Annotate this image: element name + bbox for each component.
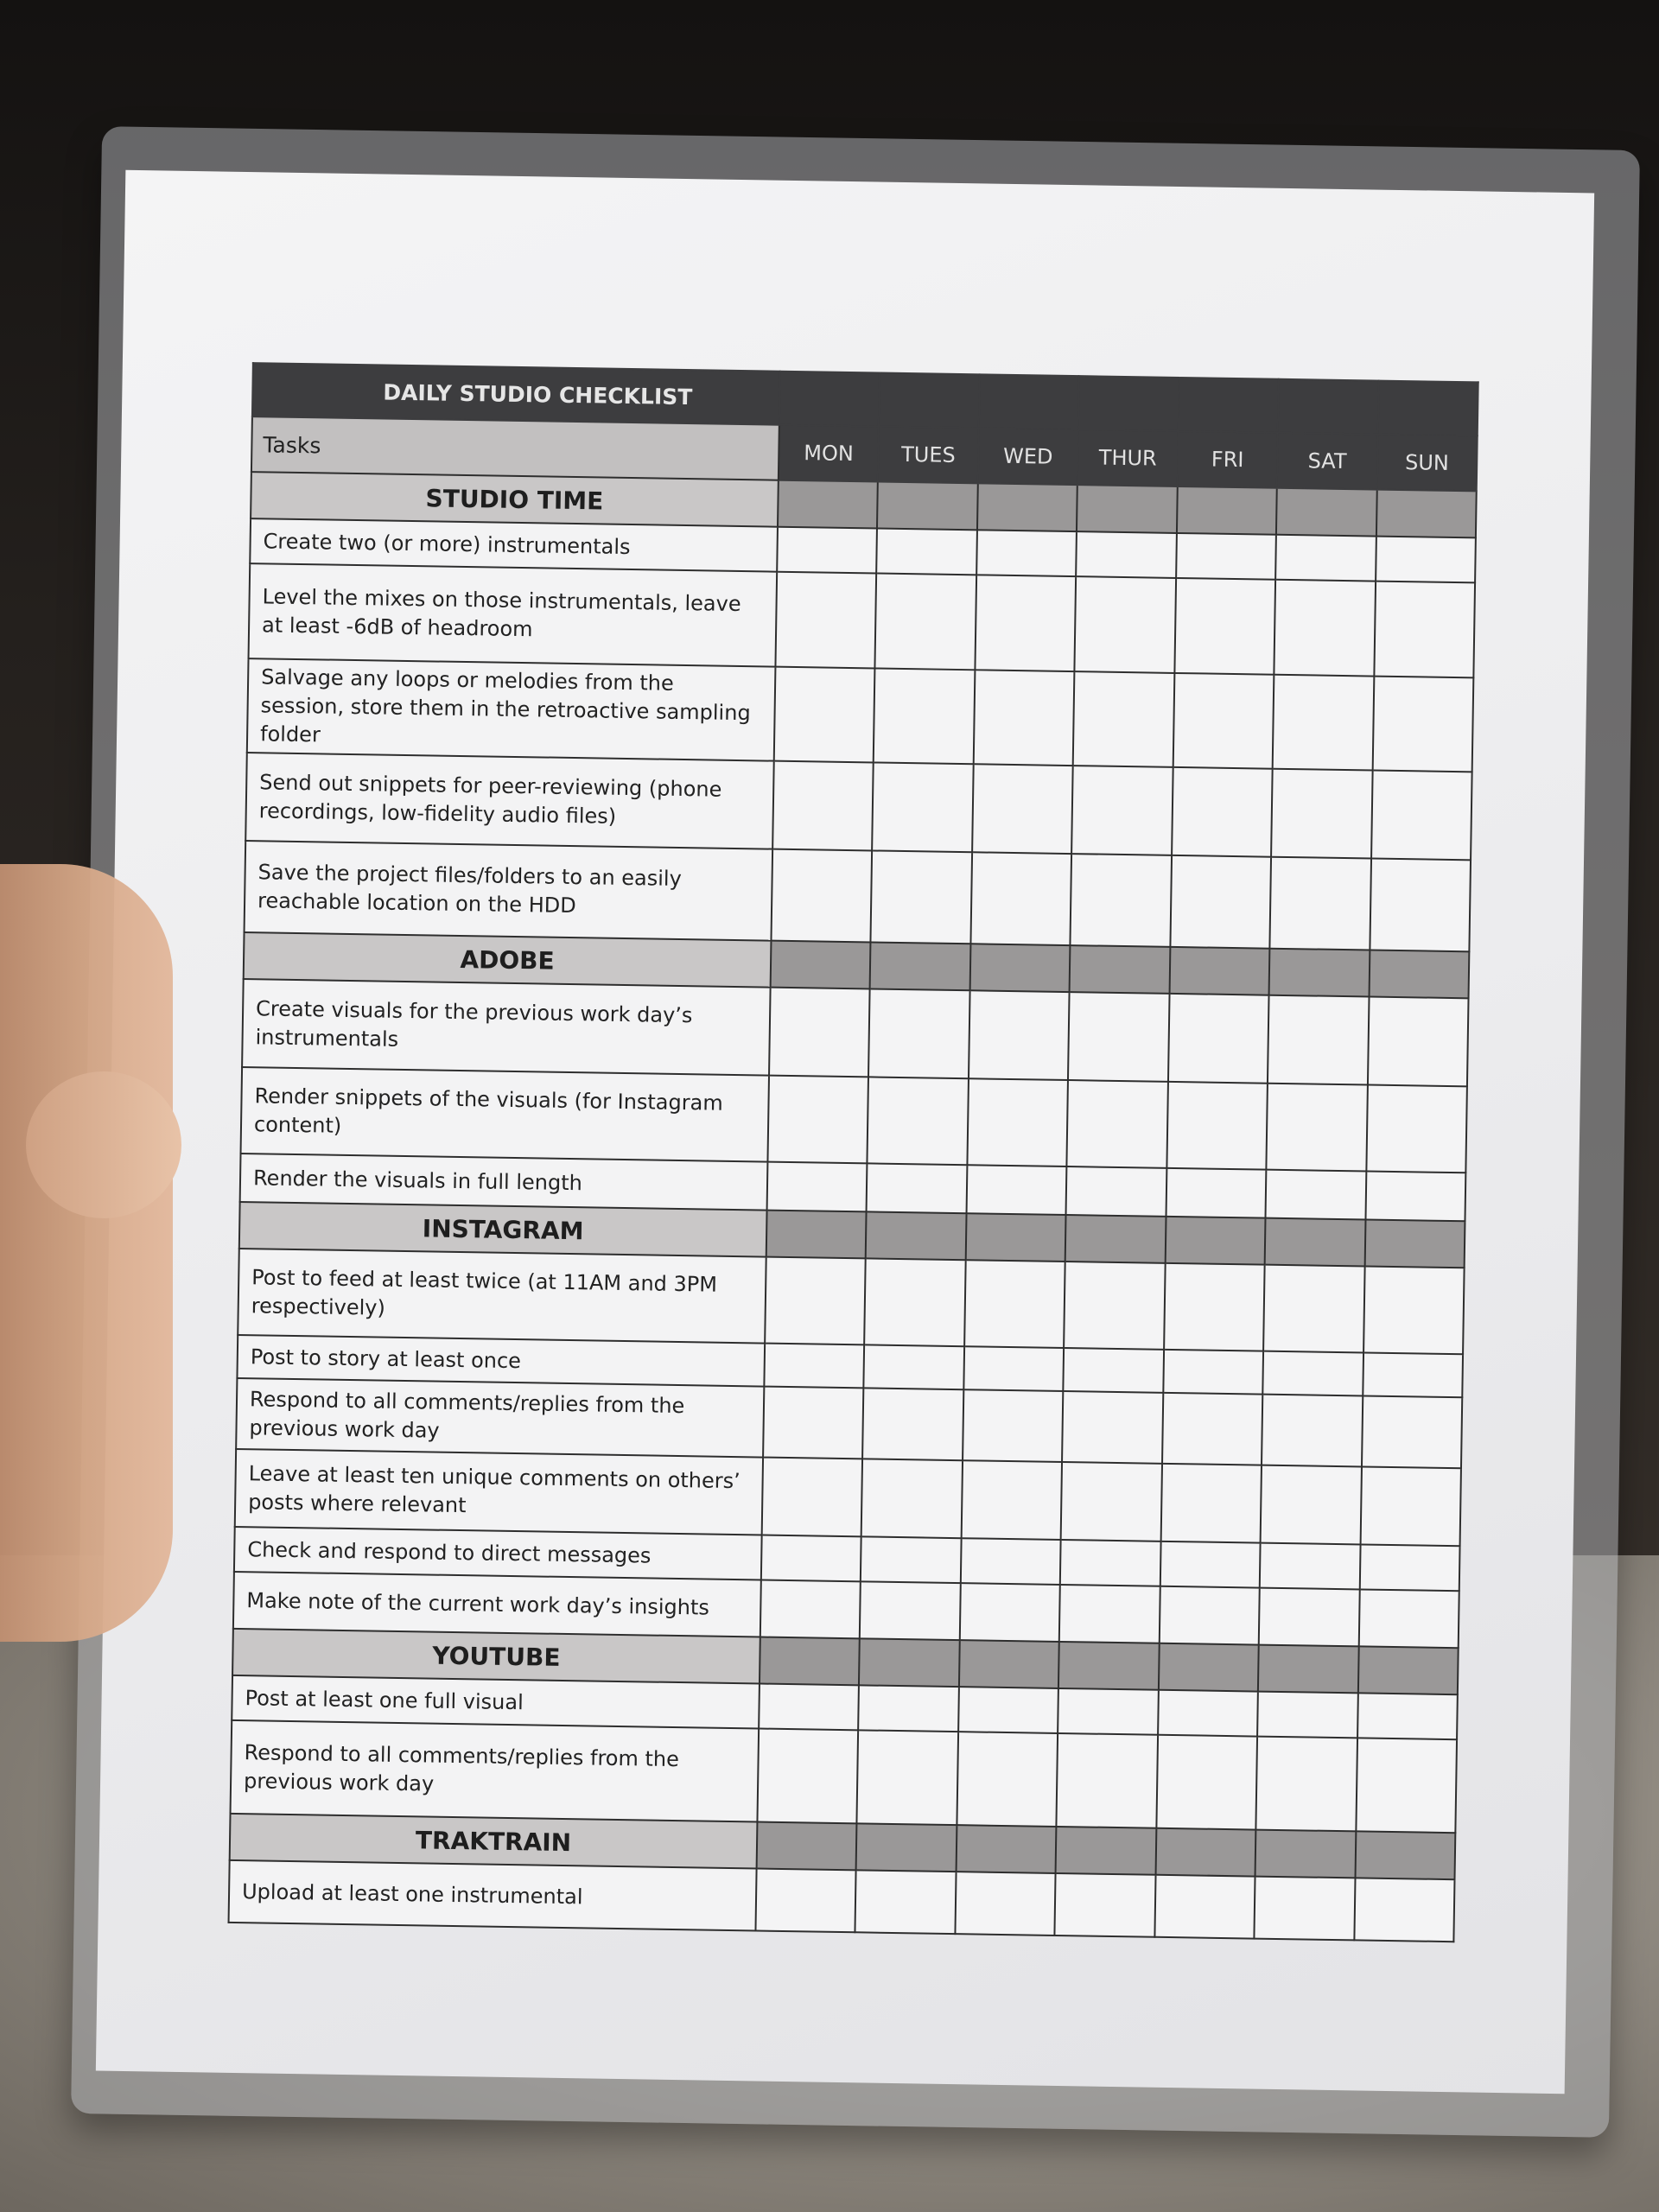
checkbox-cell[interactable] <box>1370 859 1471 952</box>
task-label: Create two (or more) instrumentals <box>250 518 778 572</box>
checkbox-cell[interactable] <box>1163 1350 1263 1395</box>
checkbox-cell[interactable] <box>1270 857 1371 950</box>
checkbox-cell[interactable] <box>960 1583 1060 1642</box>
checkbox-cell[interactable] <box>1071 766 1173 855</box>
task-label: Send out snippets for peer-reviewing (phone recordings, low-fidelity audio files) <box>245 753 774 849</box>
checkbox-cell[interactable] <box>877 529 977 575</box>
checkbox-cell[interactable] <box>970 852 1071 945</box>
day-header-sat: SAT <box>1277 433 1377 490</box>
checkbox-cell[interactable] <box>862 1388 963 1460</box>
checkbox-cell[interactable] <box>1266 1084 1367 1172</box>
checkbox-cell[interactable] <box>1158 1690 1258 1737</box>
checkbox-cell[interactable] <box>777 527 877 574</box>
checkbox-cell[interactable] <box>1261 1465 1362 1545</box>
day-header-thur: THUR <box>1077 429 1178 486</box>
checkbox-cell[interactable] <box>762 1458 863 1537</box>
checkbox-cell[interactable] <box>855 1870 957 1934</box>
checkbox-cell[interactable] <box>966 1165 1066 1215</box>
task-label: Respond to all comments/replies from the previous work day <box>236 1378 764 1458</box>
checkbox-cell[interactable] <box>861 1536 961 1583</box>
checklist-title: DAILY STUDIO CHECKLIST <box>252 363 780 425</box>
checkbox-cell[interactable] <box>1162 1393 1263 1465</box>
checkbox-cell[interactable] <box>1168 994 1269 1084</box>
checkbox-cell[interactable] <box>759 1684 859 1731</box>
checkbox-cell[interactable] <box>1076 531 1176 578</box>
task-label: Render snippets of the visuals (for Instagram content) <box>241 1067 769 1162</box>
checkbox-cell[interactable] <box>767 1162 868 1212</box>
checkbox-cell[interactable] <box>875 573 976 670</box>
checkbox-cell[interactable] <box>961 1538 1061 1585</box>
checkbox-cell[interactable] <box>760 1580 861 1639</box>
checkbox-cell[interactable] <box>1055 1873 1156 1937</box>
checkbox-cell[interactable] <box>1166 1082 1268 1170</box>
checkbox-cell[interactable] <box>1371 771 1472 861</box>
task-label: Respond to all comments/replies from the previous work day <box>231 1720 760 1822</box>
day-header-fri: FRI <box>1177 431 1277 488</box>
task-label: Make note of the current work day’s insights <box>233 1572 761 1637</box>
task-label: Salvage any loops or melodies from the session, store them in the retroactive sampling folder <box>247 658 776 761</box>
checkbox-cell[interactable] <box>859 1685 959 1732</box>
checkbox-cell[interactable] <box>1174 578 1275 675</box>
checkbox-cell[interactable] <box>1275 535 1376 582</box>
checkbox-cell[interactable] <box>1071 854 1172 947</box>
task-label: Create visuals for the previous work day’s instrumentals <box>242 979 771 1076</box>
task-label: Upload at least one instrumental <box>229 1860 757 1931</box>
holding-hand <box>0 864 173 1642</box>
checkbox-cell[interactable] <box>1061 1462 1162 1541</box>
checkbox-cell[interactable] <box>1271 769 1372 859</box>
checkbox-cell[interactable] <box>1173 673 1274 769</box>
task-label: Post to feed at least twice (at 11AM and 3PM respectively) <box>238 1249 766 1344</box>
checkbox-cell[interactable] <box>1266 1170 1366 1220</box>
checkbox-cell[interactable] <box>1255 1877 1356 1941</box>
checkbox-cell[interactable] <box>865 1258 966 1346</box>
checkbox-cell[interactable] <box>1172 767 1273 857</box>
checkbox-cell[interactable] <box>1164 1263 1265 1351</box>
checkbox-cell[interactable] <box>1255 1737 1357 1832</box>
checkbox-cell[interactable] <box>1263 1265 1364 1353</box>
task-label: Render the visuals in full length <box>240 1154 768 1211</box>
checkbox-cell[interactable] <box>1057 1733 1158 1828</box>
checkbox-cell[interactable] <box>969 990 1070 1080</box>
checkbox-cell[interactable] <box>765 1257 866 1345</box>
checkbox-cell[interactable] <box>755 1868 856 1932</box>
checkbox-cell[interactable] <box>1156 1735 1257 1830</box>
checkbox-cell[interactable] <box>1273 675 1374 771</box>
checkbox-cell[interactable] <box>1176 533 1276 580</box>
checkbox-cell[interactable] <box>958 1687 1058 1733</box>
checkbox-cell[interactable] <box>1372 677 1473 772</box>
section-label: ADOBE <box>244 932 772 988</box>
checkbox-cell[interactable] <box>774 667 875 763</box>
checkbox-cell[interactable] <box>772 761 874 851</box>
day-header-sun: SUN <box>1376 435 1477 492</box>
checkbox-cell[interactable] <box>1374 582 1475 678</box>
section-label: STUDIO TIME <box>251 472 779 527</box>
checkbox-cell[interactable] <box>861 1459 963 1538</box>
checkbox-cell[interactable] <box>1067 1080 1168 1168</box>
checklist-paper <box>96 170 1594 2094</box>
checkbox-cell[interactable] <box>1363 1352 1463 1397</box>
checklist-table <box>228 362 1479 1942</box>
checkbox-cell[interactable] <box>961 1460 1062 1540</box>
checkbox-cell[interactable] <box>974 670 1075 766</box>
checkbox-cell[interactable] <box>1376 537 1476 583</box>
checkbox-cell[interactable] <box>868 988 969 1078</box>
checkbox-cell[interactable] <box>771 849 872 943</box>
checkbox-cell[interactable] <box>1160 1464 1262 1543</box>
checkbox-cell[interactable] <box>767 1076 868 1164</box>
checkbox-cell[interactable] <box>1362 1395 1463 1468</box>
checkbox-cell[interactable] <box>763 1387 864 1459</box>
checkbox-cell[interactable] <box>775 572 876 669</box>
thumb <box>26 1071 181 1218</box>
checkbox-cell[interactable] <box>1262 1351 1363 1396</box>
checkbox-cell[interactable] <box>1066 1166 1166 1217</box>
checkbox-cell[interactable] <box>1160 1541 1260 1588</box>
checkbox-cell[interactable] <box>1064 1348 1164 1393</box>
checkbox-cell[interactable] <box>1170 855 1271 949</box>
section-label: YOUTUBE <box>232 1629 760 1684</box>
checkbox-cell[interactable] <box>975 575 1076 671</box>
checkbox-cell[interactable] <box>1059 1585 1160 1643</box>
tasks-header: Tasks <box>251 416 779 480</box>
task-label: Post to story at least once <box>237 1335 765 1387</box>
day-header-mon: MON <box>779 425 879 482</box>
checkbox-cell[interactable] <box>1260 1543 1360 1590</box>
checkbox-cell[interactable] <box>1159 1586 1259 1645</box>
checkbox-cell[interactable] <box>963 1346 1064 1391</box>
checkbox-cell[interactable] <box>964 1260 1065 1348</box>
checkbox-cell[interactable] <box>963 1389 1064 1462</box>
checkbox-cell[interactable] <box>1262 1395 1363 1467</box>
checkbox-cell[interactable] <box>1365 1171 1465 1221</box>
task-label: Post at least one full visual <box>232 1675 760 1729</box>
checkbox-cell[interactable] <box>1356 1738 1457 1833</box>
checkbox-cell[interactable] <box>874 668 975 764</box>
checkbox-cell[interactable] <box>1360 1466 1461 1546</box>
checkbox-cell[interactable] <box>1259 1588 1359 1647</box>
checkbox-cell[interactable] <box>860 1581 960 1640</box>
checkbox-cell[interactable] <box>1257 1692 1357 1738</box>
checkbox-cell[interactable] <box>1075 576 1176 673</box>
checkbox-cell[interactable] <box>864 1344 964 1389</box>
checkbox-cell[interactable] <box>1064 1262 1165 1350</box>
checkbox-cell[interactable] <box>1367 997 1468 1087</box>
task-label: Leave at least ten unique comments on others’ posts where relevant <box>235 1449 763 1535</box>
checkbox-cell[interactable] <box>857 1730 958 1825</box>
checkbox-cell[interactable] <box>868 1077 969 1165</box>
task-label: Check and respond to direct messages <box>234 1527 762 1580</box>
checkbox-cell[interactable] <box>761 1535 861 1582</box>
checkbox-cell[interactable] <box>1268 995 1369 1085</box>
checkbox-cell[interactable] <box>1062 1391 1163 1464</box>
checkbox-cell[interactable] <box>1058 1688 1158 1735</box>
checkbox-cell[interactable] <box>873 762 974 852</box>
task-label: Level the mixes on those instrumentals, leave at least -6dB of headroom <box>249 563 778 667</box>
checkbox-cell[interactable] <box>1354 1878 1455 1942</box>
checkbox-cell[interactable] <box>757 1729 858 1824</box>
section-label: TRAKTRAIN <box>230 1814 758 1869</box>
checkbox-cell[interactable] <box>1359 1544 1459 1591</box>
day-header-wed: WED <box>978 428 1078 485</box>
checkbox-cell[interactable] <box>871 850 972 944</box>
checkbox-cell[interactable] <box>1363 1266 1465 1354</box>
checkbox-cell[interactable] <box>1154 1875 1255 1939</box>
checkbox-cell[interactable] <box>1357 1693 1458 1739</box>
checkbox-cell[interactable] <box>972 764 1073 854</box>
checkbox-cell[interactable] <box>769 988 870 1077</box>
checkbox-cell[interactable] <box>1166 1168 1266 1218</box>
day-header-tues: TUES <box>878 427 978 484</box>
checkbox-cell[interactable] <box>1358 1589 1459 1648</box>
section-label: INSTAGRAM <box>239 1202 767 1257</box>
checkbox-cell[interactable] <box>976 530 1077 576</box>
checkbox-cell[interactable] <box>867 1163 967 1213</box>
checkbox-cell[interactable] <box>1073 671 1174 767</box>
task-label: Save the project files/folders to an easily reachable location on the HDD <box>245 841 773 941</box>
checkbox-cell[interactable] <box>1060 1540 1160 1586</box>
checkbox-cell[interactable] <box>957 1732 1058 1827</box>
checkbox-cell[interactable] <box>764 1344 864 1389</box>
checkbox-cell[interactable] <box>955 1872 1056 1936</box>
checkbox-cell[interactable] <box>1068 992 1169 1082</box>
checkbox-cell[interactable] <box>1366 1084 1467 1173</box>
checkbox-cell[interactable] <box>1274 580 1375 677</box>
checkbox-cell[interactable] <box>967 1078 1068 1166</box>
